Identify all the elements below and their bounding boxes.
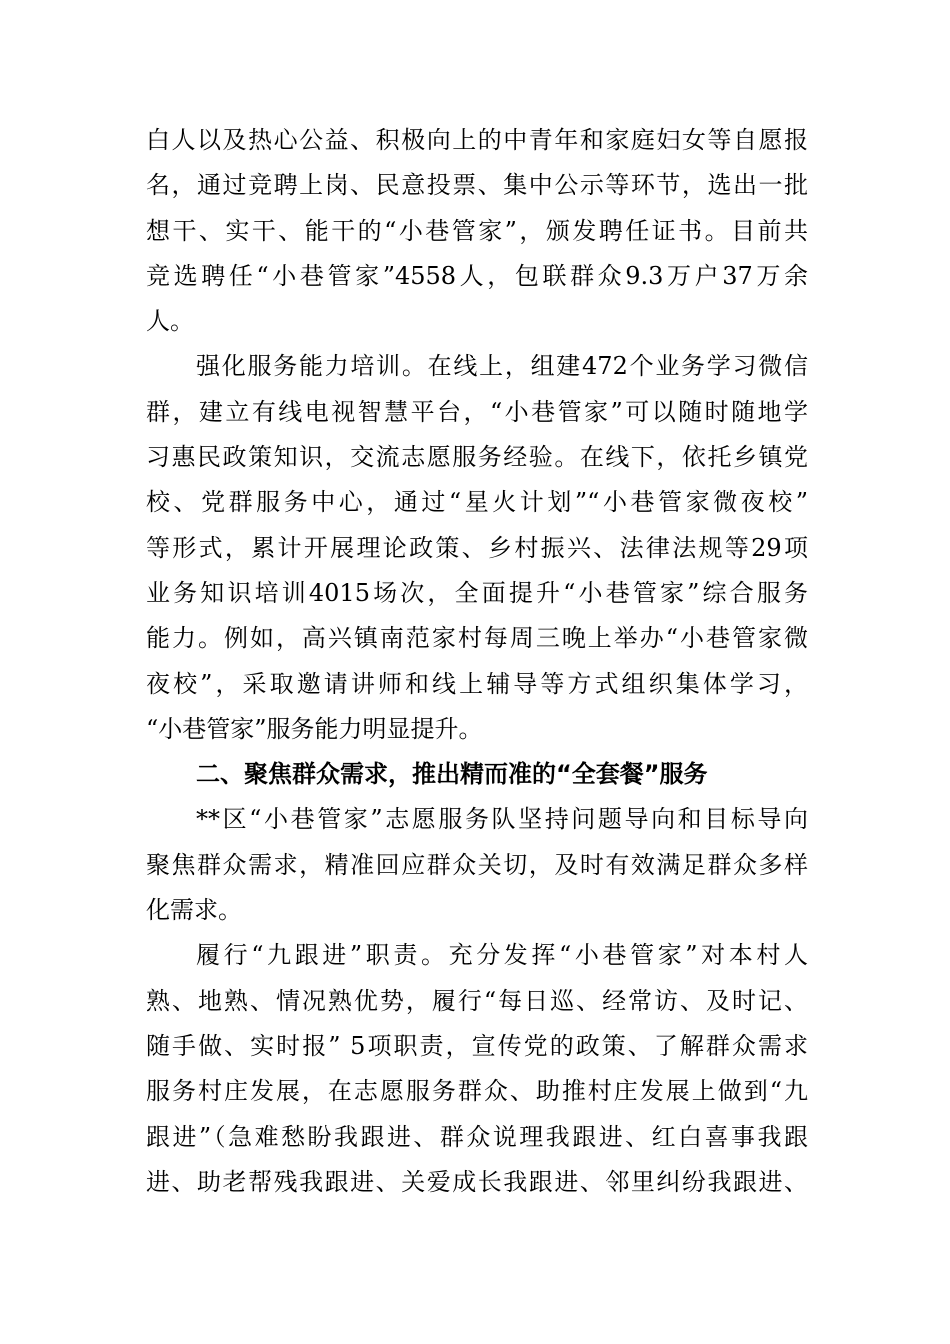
text-line-1: 白人以及热心公益、积极向上的中青年和家庭妇女等自愿报 bbox=[146, 126, 808, 154]
paragraph-start-training: 强化服务能力培训。在线上，组建472个业务学习微信 bbox=[196, 352, 808, 381]
paragraph-start-duties: 履行“九跟进”职责。充分发挥“小巷管家”对本村人 bbox=[196, 941, 808, 970]
text-line-22: 服务村庄发展，在志愿服务群众、助推村庄发展上做到“九 bbox=[146, 1077, 808, 1106]
text-line-10: 等形式，累计开展理论政策、乡村振兴、法律法规等29项 bbox=[146, 533, 808, 562]
text-line-5: 人。 bbox=[146, 307, 194, 336]
text-line-2: 名，通过竞聘上岗、民意投票、集中公示等环节，选出一批 bbox=[146, 171, 808, 200]
text-line-24: 进、助老帮残我跟进、关爱成长我跟进、邻里纠纷我跟进、 bbox=[146, 1167, 808, 1196]
text-line-18: 化需求。 bbox=[146, 896, 242, 925]
text-line-7: 群，建立有线电视智慧平台，“小巷管家”可以随时随地学 bbox=[146, 397, 808, 426]
text-line-8: 习惠民政策知识，交流志愿服务经验。在线下，依托乡镇党 bbox=[146, 443, 808, 472]
text-line-4: 竞选聘任“小巷管家”4558人，包联群众9.3万户37万余 bbox=[146, 261, 808, 290]
paragraph-start-service-team: **区“小巷管家”志愿服务队坚持问题导向和目标导向 bbox=[196, 805, 808, 834]
text-line-21: 随手做、实时报” 5项职责，宣传党的政策、了解群众需求 bbox=[146, 1031, 808, 1060]
text-line-9: 校、党群服务中心，通过“星火计划”“小巷管家微夜校” bbox=[146, 488, 808, 517]
text-line-12: 能力。例如，高兴镇南范家村每周三晚上举办“小巷管家微 bbox=[146, 624, 808, 653]
text-line-11: 业务知识培训4015场次，全面提升“小巷管家”综合服务 bbox=[146, 578, 808, 607]
section-heading: 二、聚焦群众需求，推出精而准的“全套餐”服务 bbox=[196, 760, 708, 789]
text-line-14: “小巷管家”服务能力明显提升。 bbox=[146, 714, 483, 743]
text-line-13: 夜校”，采取邀请讲师和线上辅导等方式组织集体学习， bbox=[146, 669, 808, 698]
text-line-23: 跟进”（急难愁盼我跟进、群众说理我跟进、红白喜事我跟 bbox=[146, 1122, 808, 1151]
text-line-3: 想干、实干、能干的“小巷管家”，颁发聘任证书。目前共 bbox=[146, 216, 808, 245]
text-line-17: 聚焦群众需求，精准回应群众关切，及时有效满足群众多样 bbox=[146, 850, 808, 879]
document-page bbox=[146, 118, 808, 1205]
text-line-20: 熟、地熟、情况熟优势，履行“每日巡、经常访、及时记、 bbox=[146, 986, 808, 1015]
